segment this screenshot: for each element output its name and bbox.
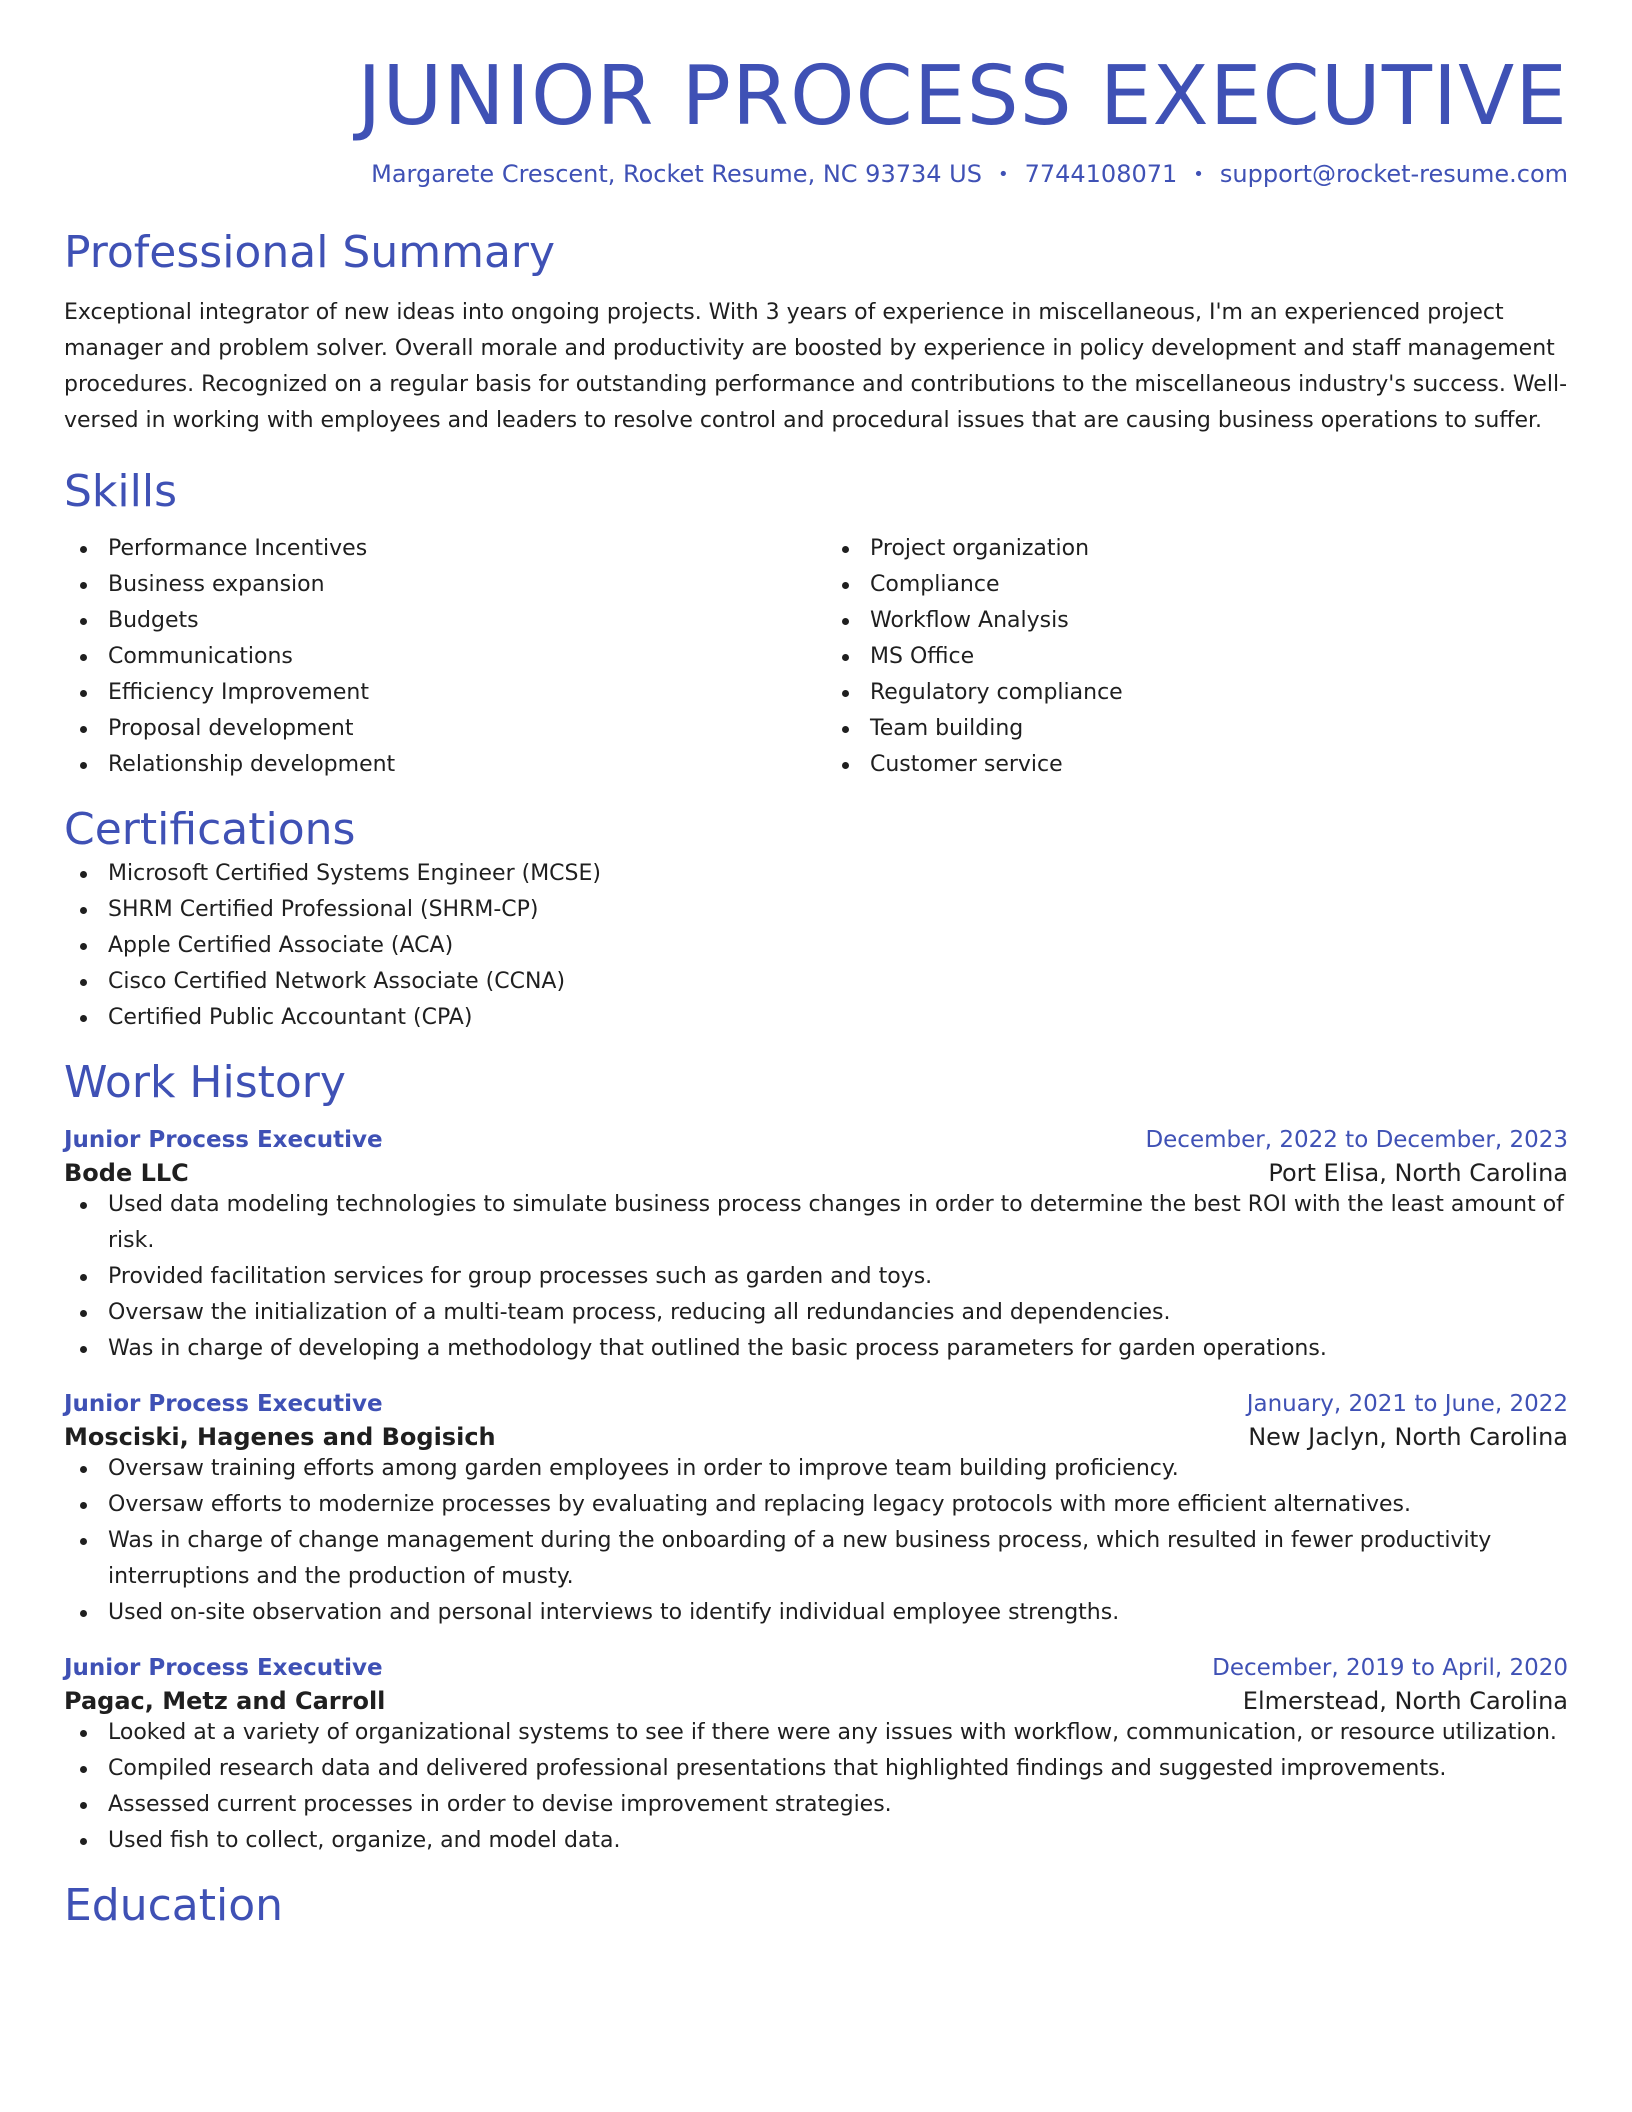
job-company: Bode LLC [64,1158,189,1187]
skill-item: Performance Incentives [64,531,806,567]
job-title: Junior Process Executive [64,1126,383,1153]
skills-list-left [64,531,806,783]
job-location: Elmerstead, North Carolina [1242,1686,1568,1715]
education-heading: Education [64,1879,284,1931]
skill-item: Communications [64,639,806,675]
work-history-heading: Work History [64,1056,346,1108]
contact-separator: • [1193,164,1204,186]
job-bullet: Oversaw the initialization of a multi-team process, reducing all redundancies and dependencies. [64,1295,1568,1331]
job-company: Pagac, Metz and Carroll [64,1686,386,1715]
job-bullet: Oversaw training efforts among garden employees in order to improve team building proficiency. [64,1451,1568,1487]
skills-list-right [826,531,1568,783]
job-bullet: Oversaw efforts to modernize processes by evaluating and replacing legacy protocols with more efficient alternatives. [64,1487,1568,1523]
job-dates: January, 2021 to June, 2022 [1246,1390,1568,1417]
job-title: Junior Process Executive [64,1390,383,1417]
job-bullets [64,1187,1568,1367]
certification-item: Microsoft Certified Systems Engineer (MCSE) [64,856,1568,892]
contact-phone: 7744108071 [1024,160,1178,189]
skills-heading: Skills [64,465,178,517]
contact-line [64,160,1568,188]
job-bullet: Used on-site observation and personal interviews to identify individual employee strengths. [64,1595,1568,1631]
skill-item: Team building [826,711,1568,747]
skill-item: Project organization [826,531,1568,567]
skill-item: MS Office [826,639,1568,675]
job-company: Mosciski, Hagenes and Bogisich [64,1422,496,1451]
resume-title: JUNIOR PROCESS EXECUTIVE [357,49,1568,144]
skill-item: Proposal development [64,711,806,747]
certification-item: SHRM Certified Professional (SHRM-CP) [64,892,1568,928]
job-bullet: Assessed current processes in order to devise improvement strategies. [64,1787,1568,1823]
job-bullet: Used data modeling technologies to simulate business process changes in order to determine the best ROI with the least amount of risk. [64,1187,1568,1259]
job-location: Port Elisa, North Carolina [1268,1158,1568,1187]
job-location: New Jaclyn, North Carolina [1248,1422,1568,1451]
certifications-heading: Certifications [64,804,356,856]
job-entry [64,1391,1568,1631]
skill-item: Customer service [826,747,1568,783]
work-history-section [64,1058,1568,1859]
job-bullets [64,1451,1568,1631]
contact-separator: • [997,164,1009,186]
skill-item: Regulatory compliance [826,675,1568,711]
skills-grid [64,531,1568,783]
skill-item: Efficiency Improvement [64,675,806,711]
job-bullet: Used fish to collect, organize, and model data. [64,1823,1568,1859]
skill-item: Workflow Analysis [826,603,1568,639]
skills-section [64,467,1568,784]
job-entry [64,1655,1568,1859]
skill-item: Budgets [64,603,806,639]
contact-address: Margarete Crescent, Rocket Resume, NC 93734 US [371,160,982,189]
certification-item: Certified Public Accountant (CPA) [64,1000,1568,1036]
contact-email: support@rocket-resume.com [1219,160,1568,189]
education-section [64,1881,1568,1932]
job-bullet: Provided facilitation services for group processes such as garden and toys. [64,1259,1568,1295]
job-bullets [64,1715,1568,1859]
job-entry [64,1127,1568,1367]
summary-text: Exceptional integrator of new ideas into ongoing projects. With 3 years of experience in miscellaneous, I'm an experienced project manager and problem solver. Overall morale and productivity are boosted by experience in policy development and staff management procedures. Recognized on a regular basis for outstanding performance and contributions to the miscellaneous industry's success. Well-versed in working with employees and leaders to resolve control and procedural issues that are causing business operations to suffer. [64,299,1568,433]
job-bullet: Looked at a variety of organizational systems to see if there were any issues with workflow, communication, or resource utilization. [64,1715,1568,1751]
job-dates: December, 2019 to April, 2020 [1212,1654,1568,1681]
job-bullet: Was in charge of developing a methodology that outlined the basic process parameters for garden operations. [64,1331,1568,1367]
certification-item: Cisco Certified Network Associate (CCNA) [64,964,1568,1000]
job-bullet: Was in charge of change management during the onboarding of a new business process, which resulted in fewer productivity interruptions and the production of musty. [64,1523,1568,1595]
skill-item: Compliance [826,567,1568,603]
certifications-list [64,856,1568,1036]
summary-section [64,228,1568,439]
skill-item: Relationship development [64,747,806,783]
job-title: Junior Process Executive [64,1654,383,1681]
summary-heading: Professional Summary [64,227,556,279]
certifications-section [64,805,1568,1036]
job-dates: December, 2022 to December, 2023 [1145,1126,1568,1153]
job-bullet: Compiled research data and delivered professional presentations that highlighted findings and suggested improvements. [64,1751,1568,1787]
skill-item: Business expansion [64,567,806,603]
certification-item: Apple Certified Associate (ACA) [64,928,1568,964]
